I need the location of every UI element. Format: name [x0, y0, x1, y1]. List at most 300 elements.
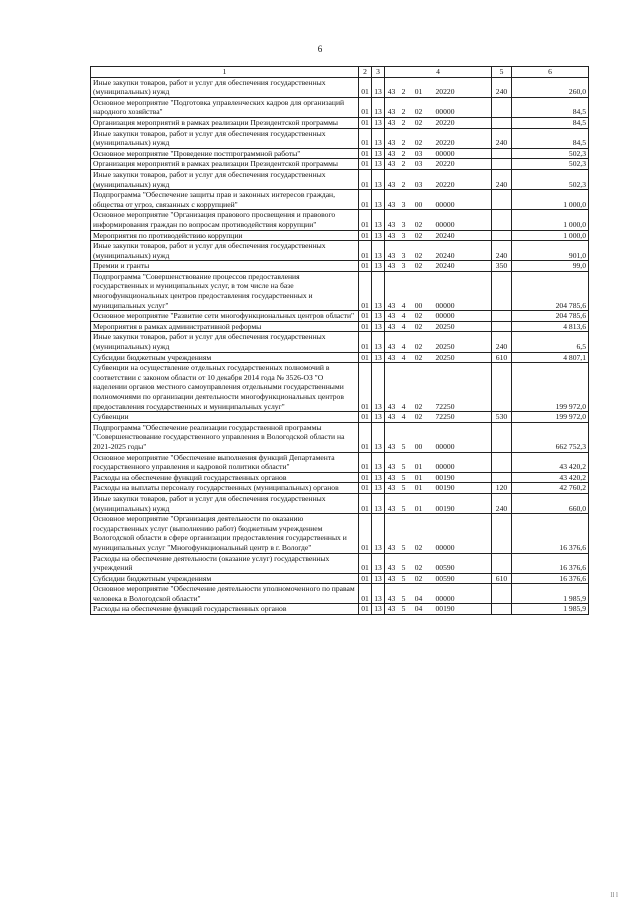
target-code-part: 00000: [435, 199, 455, 209]
row-target-code: [385, 321, 492, 332]
row-target-code: [385, 514, 492, 553]
target-code-part: 5: [401, 542, 406, 552]
row-amount: 84,5: [512, 128, 589, 148]
table-row: [91, 332, 589, 352]
row-expense-type: [492, 514, 512, 553]
row-name: Организация мероприятий в рамках реализации Президентской программы: [91, 159, 359, 170]
row-subsection: 13: [372, 332, 385, 352]
row-amount: 901,0: [512, 241, 589, 261]
row-amount: 84,5: [512, 97, 589, 117]
row-subsection: 13: [372, 128, 385, 148]
row-section: 01: [359, 422, 372, 452]
target-code-part: 3: [401, 219, 406, 229]
row-target-code: [385, 493, 492, 513]
row-name: Субсидии бюджетным учреждениям: [91, 352, 359, 363]
row-name: Подпрограмма "Совершенствование процессов предоставления государственных и муниципальных услуг, в том числе на базе многофункциональных центров предоставления государственных и муниципальных услуг": [91, 271, 359, 310]
row-name: Иные закупки товаров, работ и услуг для обеспечения государственных (муниципальных) нужд: [91, 128, 359, 148]
row-name: Основное мероприятие "Обеспечение выполнения функций Департамента государственного управления и кадровой политики области": [91, 452, 359, 472]
row-section: 01: [359, 117, 372, 128]
row-subsection: 13: [372, 363, 385, 412]
row-amount: 199 972,0: [512, 363, 589, 412]
row-amount: 502,3: [512, 159, 589, 170]
target-code-part: 43: [387, 117, 396, 127]
row-expense-type: [492, 553, 512, 573]
table-row: [91, 321, 589, 332]
row-name: Основное мероприятие "Обеспечение деятельности уполномоченного по правам человека в Вологодской области": [91, 584, 359, 604]
target-code-part: 02: [414, 401, 423, 411]
row-subsection: 13: [372, 77, 385, 97]
target-code-part: 01: [414, 462, 423, 472]
row-name: Организация мероприятий в рамках реализации Президентской программы: [91, 117, 359, 128]
table-row: [91, 97, 589, 117]
row-amount: 502,3: [512, 169, 589, 189]
target-code-part: 43: [387, 261, 396, 271]
row-subsection: 13: [372, 321, 385, 332]
row-section: 01: [359, 332, 372, 352]
row-expense-type: 240: [492, 332, 512, 352]
row-expense-type: [492, 230, 512, 241]
target-code-part: 03: [414, 159, 423, 169]
target-code-part: 5: [401, 593, 406, 603]
table-row: [91, 190, 589, 210]
row-section: 01: [359, 412, 372, 423]
row-name: Иные закупки товаров, работ и услуг для обеспечения государственных (муниципальных) нужд: [91, 332, 359, 352]
row-amount: 16 376,6: [512, 514, 589, 553]
row-section: 01: [359, 271, 372, 310]
row-expense-type: 240: [492, 77, 512, 97]
row-section: 01: [359, 210, 372, 230]
target-code-part: 2: [401, 159, 406, 169]
table-row: [91, 553, 589, 573]
table-row: [91, 363, 589, 412]
target-code-part: 4: [401, 321, 406, 331]
target-code-part: 20240: [435, 230, 455, 240]
row-target-code: [385, 584, 492, 604]
row-subsection: 13: [372, 159, 385, 170]
target-code-part: 43: [387, 563, 396, 573]
row-expense-type: 240: [492, 241, 512, 261]
table-row: [91, 77, 589, 97]
row-name: Основное мероприятие "Организация правового просвещения и правового информирования граждан по вопросам противодействия коррупции": [91, 210, 359, 230]
row-subsection: 13: [372, 230, 385, 241]
target-code-part: 43: [387, 159, 396, 169]
target-code-part: 00190: [435, 503, 455, 513]
row-section: 01: [359, 261, 372, 272]
row-subsection: 13: [372, 422, 385, 452]
row-section: 01: [359, 97, 372, 117]
row-amount: 199 972,0: [512, 412, 589, 423]
row-subsection: 13: [372, 117, 385, 128]
target-code-part: 4: [401, 412, 406, 422]
target-code-part: 01: [414, 87, 423, 97]
row-target-code: [385, 169, 492, 189]
row-subsection: 13: [372, 311, 385, 322]
target-code-part: 4: [401, 300, 406, 310]
target-code-part: 3: [401, 230, 406, 240]
row-subsection: 13: [372, 553, 385, 573]
row-subsection: 13: [372, 190, 385, 210]
row-name: Основное мероприятие "Проведение постпрограммной работы": [91, 148, 359, 159]
row-subsection: 13: [372, 472, 385, 483]
row-section: 01: [359, 573, 372, 584]
row-amount: 1 985,9: [512, 584, 589, 604]
row-name: Иные закупки товаров, работ и услуг для обеспечения государственных (муниципальных) нужд: [91, 493, 359, 513]
row-amount: 260,0: [512, 77, 589, 97]
row-amount: 4 813,6: [512, 321, 589, 332]
target-code-part: 00: [414, 199, 423, 209]
target-code-part: 20220: [435, 117, 455, 127]
row-name: Основное мероприятие "Развитие сети многофункциональных центров области": [91, 311, 359, 322]
target-code-part: 43: [387, 199, 396, 209]
target-code-part: 00000: [435, 593, 455, 603]
row-amount: 1 000,0: [512, 230, 589, 241]
target-code-part: 00000: [435, 441, 455, 451]
row-amount: 43 420,2: [512, 472, 589, 483]
target-code-part: 02: [414, 230, 423, 240]
row-expense-type: [492, 190, 512, 210]
target-code-part: 20220: [435, 138, 455, 148]
row-subsection: 13: [372, 452, 385, 472]
row-target-code: [385, 363, 492, 412]
table-row: [91, 472, 589, 483]
target-code-part: 02: [414, 573, 423, 583]
row-expense-type: [492, 452, 512, 472]
row-amount: 660,0: [512, 493, 589, 513]
row-target-code: [385, 311, 492, 322]
row-expense-type: 240: [492, 128, 512, 148]
row-expense-type: [492, 271, 512, 310]
table-row: [91, 128, 589, 148]
target-code-part: 5: [401, 462, 406, 472]
row-target-code: [385, 472, 492, 483]
target-code-part: 01: [414, 472, 423, 482]
row-name: Основное мероприятие "Подготовка управленческих кадров для организаций народного хозяйства": [91, 97, 359, 117]
target-code-part: 02: [414, 261, 423, 271]
row-amount: 43 420,2: [512, 452, 589, 472]
target-code-part: 43: [387, 179, 396, 189]
target-code-part: 00590: [435, 563, 455, 573]
row-name: Подпрограмма "Обеспечение защиты прав и законных интересов граждан, общества от угроз, связанных с коррупцией": [91, 190, 359, 210]
target-code-part: 02: [414, 542, 423, 552]
row-name: Субвенции на осуществление отдельных государственных полномочий в соответствии с законом области от 10 декабря 2014 года № 3526-ОЗ "О наделении органов местного самоуправления отдельными государственными полномочиями по организации деятельности многофункциональных центров предоставления государственных и муниципальных услуг": [91, 363, 359, 412]
row-amount: 4 807,1: [512, 352, 589, 363]
target-code-part: 00000: [435, 542, 455, 552]
target-code-part: 43: [387, 321, 396, 331]
row-name: Основное мероприятие "Организация деятельности по оказанию государственных услуг (выполнению работ) бюджетным учреждением Вологодской области в сфере организации предоставления государственных и муниципальных услуг "Многофункциональный центр в г. Вологде": [91, 514, 359, 553]
target-code-part: 00190: [435, 472, 455, 482]
row-name: Расходы на обеспечение функций государственных органов: [91, 604, 359, 615]
target-code-part: 43: [387, 138, 396, 148]
row-target-code: [385, 332, 492, 352]
row-section: 01: [359, 128, 372, 148]
row-section: 01: [359, 584, 372, 604]
row-subsection: 13: [372, 241, 385, 261]
target-code-part: 01: [414, 503, 423, 513]
target-code-part: 00000: [435, 219, 455, 229]
target-code-part: 43: [387, 593, 396, 603]
target-code-part: 00000: [435, 300, 455, 310]
row-target-code: [385, 573, 492, 584]
target-code-part: 43: [387, 483, 396, 493]
row-expense-type: 240: [492, 493, 512, 513]
target-code-part: 5: [401, 441, 406, 451]
target-code-part: 4: [401, 401, 406, 411]
row-name: Расходы на выплаты персоналу государственных (муниципальных) органов: [91, 483, 359, 494]
row-section: 01: [359, 311, 372, 322]
row-amount: 662 752,3: [512, 422, 589, 452]
row-subsection: 13: [372, 271, 385, 310]
header-col-4: 4: [385, 67, 492, 78]
header-col-1: 1: [91, 67, 359, 78]
row-expense-type: 530: [492, 412, 512, 423]
row-subsection: 13: [372, 412, 385, 423]
target-code-part: 43: [387, 352, 396, 362]
target-code-part: 02: [414, 219, 423, 229]
row-amount: 84,5: [512, 117, 589, 128]
row-amount: 1 985,9: [512, 604, 589, 615]
target-code-part: 2: [401, 148, 406, 158]
row-target-code: [385, 210, 492, 230]
target-code-part: 20240: [435, 250, 455, 260]
row-amount: 16 376,6: [512, 573, 589, 584]
row-target-code: [385, 452, 492, 472]
target-code-part: 02: [414, 250, 423, 260]
target-code-part: 43: [387, 148, 396, 158]
row-amount: 204 785,6: [512, 311, 589, 322]
row-section: 01: [359, 230, 372, 241]
row-expense-type: [492, 321, 512, 332]
row-target-code: [385, 553, 492, 573]
row-amount: 99,0: [512, 261, 589, 272]
budget-table: [90, 66, 589, 615]
row-target-code: [385, 241, 492, 261]
target-code-part: 43: [387, 342, 396, 352]
row-name: Иные закупки товаров, работ и услуг для обеспечения государственных (муниципальных) нужд: [91, 77, 359, 97]
row-name: Расходы на обеспечение функций государственных органов: [91, 472, 359, 483]
row-section: 01: [359, 452, 372, 472]
target-code-part: 5: [401, 573, 406, 583]
row-section: 01: [359, 514, 372, 553]
row-section: 01: [359, 352, 372, 363]
target-code-part: 20250: [435, 342, 455, 352]
row-target-code: [385, 117, 492, 128]
row-section: 01: [359, 493, 372, 513]
target-code-part: 5: [401, 563, 406, 573]
target-code-part: 43: [387, 412, 396, 422]
target-code-part: 43: [387, 542, 396, 552]
row-expense-type: [492, 210, 512, 230]
row-target-code: [385, 271, 492, 310]
row-target-code: [385, 159, 492, 170]
target-code-part: 72250: [435, 401, 455, 411]
row-name: Подпрограмма "Обеспечение реализации государственной программы "Совершенствование государственного управления в Вологодской области на 2021-2025 годы": [91, 422, 359, 452]
row-expense-type: 350: [492, 261, 512, 272]
target-code-part: 04: [414, 593, 423, 603]
header-col-2: 2: [359, 67, 372, 78]
row-section: 01: [359, 483, 372, 494]
target-code-part: 00190: [435, 604, 455, 614]
target-code-part: 20220: [435, 159, 455, 169]
target-code-part: 04: [414, 604, 423, 614]
target-code-part: 72250: [435, 412, 455, 422]
table-row: [91, 483, 589, 494]
target-code-part: 02: [414, 117, 423, 127]
target-code-part: 00000: [435, 311, 455, 321]
table-row: [91, 117, 589, 128]
row-target-code: [385, 261, 492, 272]
target-code-part: 02: [414, 563, 423, 573]
target-code-part: 5: [401, 503, 406, 513]
target-code-part: 20220: [435, 87, 455, 97]
row-expense-type: [492, 159, 512, 170]
row-subsection: 13: [372, 148, 385, 159]
row-target-code: [385, 97, 492, 117]
table-header-row: [91, 67, 589, 78]
table-row: [91, 230, 589, 241]
table-row: [91, 241, 589, 261]
row-amount: 16 376,6: [512, 553, 589, 573]
row-name: Премии и гранты: [91, 261, 359, 272]
target-code-part: 3: [401, 250, 406, 260]
table-row: [91, 584, 589, 604]
row-expense-type: [492, 584, 512, 604]
row-subsection: 13: [372, 584, 385, 604]
row-section: 01: [359, 190, 372, 210]
target-code-part: 02: [414, 321, 423, 331]
row-name: Мероприятия в рамках административной реформы: [91, 321, 359, 332]
row-expense-type: 610: [492, 352, 512, 363]
table-row: [91, 352, 589, 363]
row-section: 01: [359, 604, 372, 615]
page-number: 6: [317, 44, 323, 54]
row-subsection: 13: [372, 97, 385, 117]
row-target-code: [385, 190, 492, 210]
row-expense-type: 120: [492, 483, 512, 494]
target-code-part: 5: [401, 483, 406, 493]
target-code-part: 20240: [435, 261, 455, 271]
table-row: [91, 210, 589, 230]
row-section: 01: [359, 77, 372, 97]
target-code-part: 5: [401, 472, 406, 482]
row-amount: 1 000,0: [512, 190, 589, 210]
target-code-part: 3: [401, 261, 406, 271]
row-name: Субсидии бюджетным учреждениям: [91, 573, 359, 584]
table-body: [91, 77, 589, 614]
table-row: [91, 514, 589, 553]
row-subsection: 13: [372, 352, 385, 363]
target-code-part: 43: [387, 300, 396, 310]
row-name: Иные закупки товаров, работ и услуг для обеспечения государственных (муниципальных) нужд: [91, 241, 359, 261]
table-row: [91, 261, 589, 272]
corner-mark-bottom: ll l: [610, 891, 618, 899]
row-target-code: [385, 483, 492, 494]
target-code-part: 43: [387, 401, 396, 411]
target-code-part: 00590: [435, 573, 455, 583]
target-code-part: 43: [387, 462, 396, 472]
row-subsection: 13: [372, 604, 385, 615]
row-name: Субвенции: [91, 412, 359, 423]
row-amount: 204 785,6: [512, 271, 589, 310]
row-target-code: [385, 352, 492, 363]
target-code-part: 00000: [435, 107, 455, 117]
table-row: [91, 159, 589, 170]
row-subsection: 13: [372, 493, 385, 513]
target-code-part: 3: [401, 199, 406, 209]
row-subsection: 13: [372, 210, 385, 230]
row-target-code: [385, 77, 492, 97]
target-code-part: 4: [401, 352, 406, 362]
row-amount: 502,3: [512, 148, 589, 159]
target-code-part: 2: [401, 107, 406, 117]
table-row: [91, 169, 589, 189]
row-expense-type: [492, 97, 512, 117]
row-expense-type: [492, 363, 512, 412]
target-code-part: 02: [414, 352, 423, 362]
row-target-code: [385, 230, 492, 241]
target-code-part: 2: [401, 138, 406, 148]
row-target-code: [385, 412, 492, 423]
table-row: [91, 311, 589, 322]
row-section: 01: [359, 148, 372, 159]
target-code-part: 43: [387, 311, 396, 321]
target-code-part: 4: [401, 311, 406, 321]
target-code-part: 02: [414, 107, 423, 117]
target-code-part: 2: [401, 87, 406, 97]
header-col-3: 3: [372, 67, 385, 78]
row-section: 01: [359, 363, 372, 412]
row-subsection: 13: [372, 261, 385, 272]
target-code-part: 43: [387, 230, 396, 240]
table-row: [91, 493, 589, 513]
target-code-part: 20250: [435, 321, 455, 331]
row-expense-type: [492, 604, 512, 615]
target-code-part: 00000: [435, 462, 455, 472]
table-row: [91, 271, 589, 310]
row-amount: 42 760,2: [512, 483, 589, 494]
target-code-part: 2: [401, 117, 406, 127]
row-target-code: [385, 422, 492, 452]
row-expense-type: [492, 117, 512, 128]
target-code-part: 02: [414, 412, 423, 422]
row-section: 01: [359, 553, 372, 573]
row-name: Мероприятия по противодействию коррупции: [91, 230, 359, 241]
header-col-5: 5: [492, 67, 512, 78]
target-code-part: 02: [414, 138, 423, 148]
row-expense-type: [492, 148, 512, 159]
target-code-part: 00: [414, 441, 423, 451]
row-expense-type: 240: [492, 169, 512, 189]
target-code-part: 01: [414, 483, 423, 493]
target-code-part: 20250: [435, 352, 455, 362]
row-subsection: 13: [372, 169, 385, 189]
target-code-part: 03: [414, 179, 423, 189]
target-code-part: 20220: [435, 179, 455, 189]
target-code-part: 2: [401, 179, 406, 189]
row-subsection: 13: [372, 483, 385, 494]
target-code-part: 02: [414, 342, 423, 352]
row-section: 01: [359, 241, 372, 261]
target-code-part: 43: [387, 250, 396, 260]
row-amount: 1 000,0: [512, 210, 589, 230]
target-code-part: 4: [401, 342, 406, 352]
target-code-part: 43: [387, 441, 396, 451]
row-amount: 6,5: [512, 332, 589, 352]
row-section: 01: [359, 472, 372, 483]
row-name: Расходы на обеспечение деятельности (оказание услуг) государственных учреждений: [91, 553, 359, 573]
row-target-code: [385, 604, 492, 615]
row-target-code: [385, 128, 492, 148]
row-expense-type: [492, 311, 512, 322]
